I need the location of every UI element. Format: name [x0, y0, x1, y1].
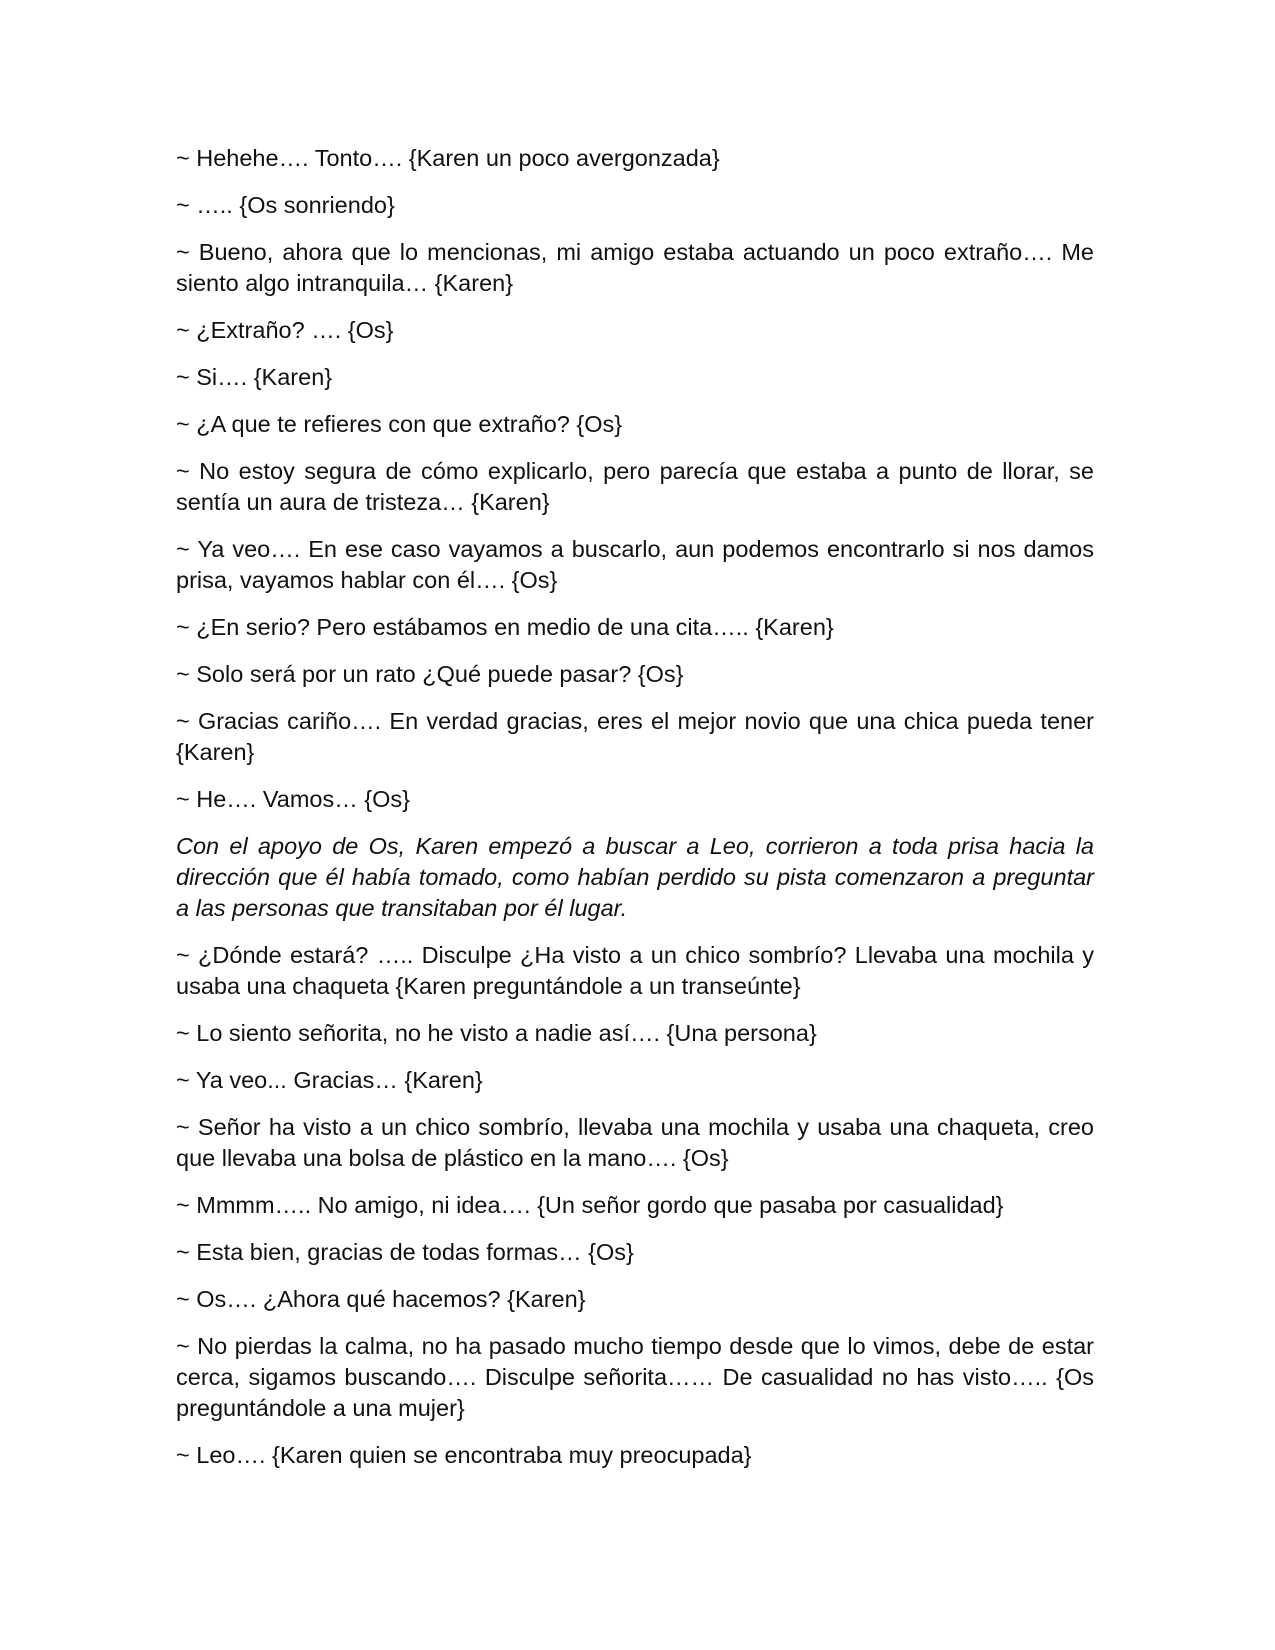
- dialogue-line: ~ Leo…. {Karen quien se encontraba muy preocupada}: [176, 1442, 752, 1468]
- dialogue-line: ~ ¿A que te refieres con que extraño? {Os}: [176, 411, 623, 437]
- dialogue-line: ~ No estoy segura de cómo explicarlo, pero parecía que estaba a punto de llorar, se sentía un aura de tristeza… {Karen}: [176, 458, 1094, 515]
- dialogue-line: ~ Lo siento señorita, no he visto a nadie así…. {Una persona}: [176, 1020, 817, 1046]
- dialogue-line: ~ Os…. ¿Ahora qué hacemos? {Karen}: [176, 1286, 586, 1312]
- dialogue-line: ~ Solo será por un rato ¿Qué puede pasar? {Os}: [176, 661, 684, 687]
- dialogue-line: ~ He…. Vamos… {Os}: [176, 786, 411, 812]
- dialogue-line: ~ Gracias cariño…. En verdad gracias, eres el mejor novio que una chica pueda tener {Karen}: [176, 708, 1094, 765]
- dialogue-line: ~ Esta bien, gracias de todas formas… {Os}: [176, 1239, 634, 1265]
- dialogue-line: ~ ¿Dónde estará? ….. Disculpe ¿Ha visto a un chico sombrío? Llevaba una mochila y usaba una chaqueta {Karen preguntándole a un transeúnte}: [176, 942, 1094, 999]
- narration-paragraph: Con el apoyo de Os, Karen empezó a buscar a Leo, corrieron a toda prisa hacia la dirección que él había tomado, como habían perdido su pista comenzaron a preguntar a las personas que transitaban por él lugar.: [176, 833, 1094, 921]
- dialogue-line: ~ ….. {Os sonriendo}: [176, 192, 395, 218]
- document-page: [176, 143, 1094, 1487]
- dialogue-line: ~ Bueno, ahora que lo mencionas, mi amigo estaba actuando un poco extraño…. Me siento algo intranquila… {Karen}: [176, 239, 1094, 296]
- dialogue-line: ~ Señor ha visto a un chico sombrío, llevaba una mochila y usaba una chaqueta, creo que llevaba una bolsa de plástico en la mano…. {Os}: [176, 1114, 1094, 1171]
- dialogue-line: ~ Hehehe…. Tonto…. {Karen un poco avergonzada}: [176, 145, 720, 171]
- dialogue-line: ~ ¿En serio? Pero estábamos en medio de una cita….. {Karen}: [176, 614, 834, 640]
- dialogue-line: ~ Ya veo... Gracias… {Karen}: [176, 1067, 483, 1093]
- dialogue-line: ~ ¿Extraño? …. {Os}: [176, 317, 394, 343]
- dialogue-line: ~ Mmmm….. No amigo, ni idea…. {Un señor gordo que pasaba por casualidad}: [176, 1192, 1004, 1218]
- dialogue-line: ~ Ya veo…. En ese caso vayamos a buscarlo, aun podemos encontrarlo si nos damos prisa, vayamos hablar con él…. {Os}: [176, 536, 1094, 593]
- dialogue-line: ~ No pierdas la calma, no ha pasado mucho tiempo desde que lo vimos, debe de estar cerca, sigamos buscando…. Disculpe señorita…… De casualidad no has visto….. {Os preguntándole a una mujer}: [176, 1333, 1094, 1421]
- dialogue-line: ~ Si…. {Karen}: [176, 364, 333, 390]
